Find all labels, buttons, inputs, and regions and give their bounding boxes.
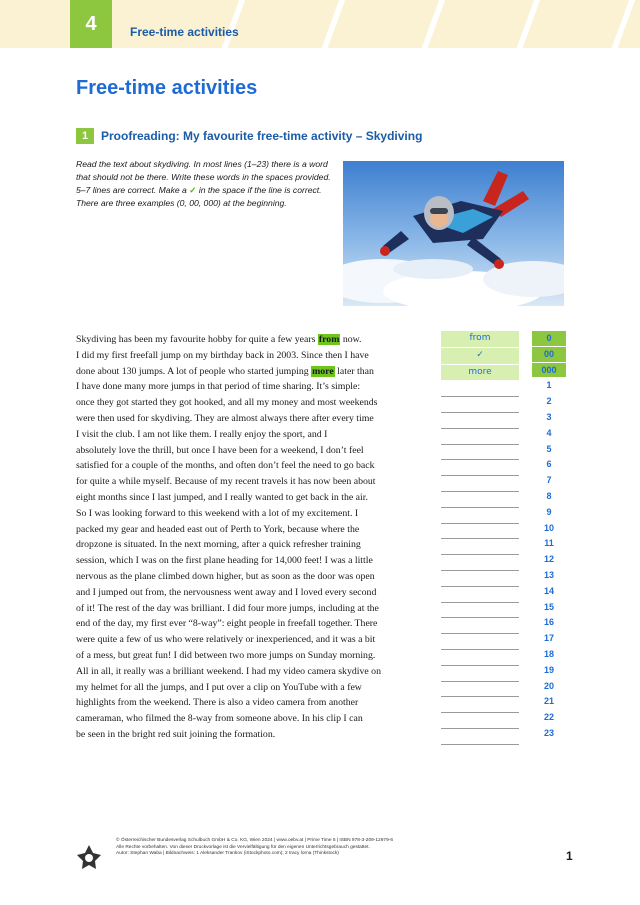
answer-blank[interactable] [441, 587, 519, 603]
text-line-segment: my helmet for all the jumps, and I put over a clip on YouTube with a few [76, 681, 362, 693]
text-line-segment: I have done many more jumps in that period of time sharing. It’s simple: [76, 381, 361, 393]
line-number: 13 [543, 569, 554, 580]
line-number-column [532, 331, 566, 742]
instructions-text-end: in the space if the line is correct. There are three examples (0, 00, 000) at the beginning. [76, 185, 322, 208]
text-line [76, 695, 436, 711]
highlighted-word: more [312, 365, 334, 377]
line-number: 6 [546, 459, 552, 470]
text-line [76, 601, 436, 617]
text-line [76, 711, 436, 727]
text-line [76, 522, 436, 538]
answer-blank[interactable] [441, 508, 519, 524]
text-line-segment: I visit the club. I am not like them. I really enjoy the sport, and I [76, 428, 328, 440]
example-answer: more [441, 365, 519, 382]
exercise-title: Proofreading: My favourite free-time activity – Skydiving [101, 129, 423, 143]
line-number: 11 [544, 538, 554, 549]
checkmark-icon: ✓ [189, 185, 197, 195]
oebv-logo-icon [76, 844, 102, 870]
line-number: 18 [543, 648, 554, 659]
text-line-segment: for quite a while myself. Because of my recent travels it has now been about [76, 476, 376, 488]
text-line [76, 648, 436, 664]
answer-column [441, 331, 519, 745]
text-line-segment: dropzone is situated. In the next morning, after a quick refresher training [76, 539, 361, 551]
instructions-text-start: Read the text about skydiving. In most lines (1–23) there is a word that should not be there. Write these words in the spaces provided. 5–7 lines are correct. Make a [76, 159, 331, 195]
answer-blank[interactable] [441, 603, 519, 619]
line-number: 12 [543, 554, 554, 565]
line-number: 0 [532, 331, 566, 347]
answer-blank[interactable] [441, 445, 519, 461]
text-line-segment: satisfied for a couple of the months, and often don’t feel the need to go back [76, 460, 375, 472]
text-line [76, 427, 436, 443]
unit-title: Free-time activities [130, 25, 239, 39]
text-line-segment: and I jumped out from, the nervousness went away and I loved every second [76, 586, 377, 598]
text-line [76, 364, 436, 380]
exercise-instructions [76, 158, 338, 210]
text-line [76, 553, 436, 569]
text-line-segment: of it! The rest of the day was brilliant. I did four more jumps, including at the [76, 602, 379, 614]
example-answer: ✓ [441, 348, 519, 365]
line-number: 8 [546, 490, 552, 501]
footer-credits [116, 838, 536, 858]
line-number: 20 [543, 680, 554, 691]
answer-blank[interactable] [441, 524, 519, 540]
answer-blank[interactable] [441, 650, 519, 666]
unit-number-badge: 4 [70, 0, 112, 48]
text-line [76, 664, 436, 680]
text-line [76, 490, 436, 506]
answer-blank[interactable] [441, 729, 519, 745]
answer-blank[interactable] [441, 713, 519, 729]
answer-blank[interactable] [441, 381, 519, 397]
answer-blank[interactable] [441, 492, 519, 508]
text-line [76, 411, 436, 427]
line-number: 21 [543, 696, 554, 707]
reading-text [76, 332, 436, 743]
line-number: 7 [546, 475, 552, 486]
text-line-segment: nervous as the plane climbed down higher, but as soon as the door was open [76, 570, 375, 582]
text-line [76, 537, 436, 553]
line-number: 22 [543, 712, 554, 723]
text-line-segment: done about 130 jumps. A lot of people who started jumping [76, 365, 312, 377]
line-number: 3 [546, 411, 552, 422]
text-line-segment: end of the day, my first ever “8-way”: eight people in freefall together. There [76, 618, 378, 630]
text-line [76, 632, 436, 648]
text-line-segment: of a mess, but great fun! I did between two more jumps on Sunday morning. [76, 649, 376, 661]
text-line-segment: absolutely love the thrill, but once I have been for a weekend, I don’t feel [76, 444, 364, 456]
text-line [76, 569, 436, 585]
answer-blank[interactable] [441, 697, 519, 713]
text-line [76, 332, 436, 348]
text-line-segment: now. [340, 334, 362, 345]
answer-blank[interactable] [441, 460, 519, 476]
page-number: 1 [566, 849, 573, 863]
line-number: 23 [543, 727, 554, 738]
line-number: 5 [546, 443, 552, 454]
answer-blank[interactable] [441, 539, 519, 555]
line-number: 1 [546, 380, 552, 391]
text-line-segment: So I was looking forward to this weekend with a lot of my excitement. I [76, 507, 359, 519]
text-line [76, 379, 436, 395]
footer-author: Autor: Stephan Waba | Bildnachweis: 1 Aleksander Trankov (iStockphoto.com); 2 tracy lorna (Thinkstock) [116, 851, 339, 857]
text-line-segment: packed my gear and headed east out of Perth to York, because where the [76, 523, 360, 535]
line-number: 16 [543, 617, 554, 628]
line-number: 2 [546, 396, 552, 407]
text-line-segment: once they got started they got hooked, and all my money and most weekends [76, 397, 378, 409]
answer-blank[interactable] [441, 682, 519, 698]
line-number: 000 [532, 363, 566, 379]
answer-blank[interactable] [441, 666, 519, 682]
skydiver-photo [343, 161, 564, 306]
footer-rights: Alle Rechte vorbehalten. Von dieser Druckvorlage ist die Vervielfältigung für den eigenen Unterrichtsgebrauch gestattet. [116, 844, 370, 850]
line-number: 00 [532, 347, 566, 363]
line-number: 17 [543, 633, 554, 644]
answer-blank[interactable] [441, 429, 519, 445]
text-line-segment: All in all, it really was a brilliant weekend. I had my video camera skydive on [76, 665, 381, 677]
answer-blank[interactable] [441, 618, 519, 634]
highlighted-word: from [318, 334, 340, 345]
text-line-segment: eight months since I last jumped, and I really wanted to get back in the air. [76, 491, 368, 503]
text-line [76, 680, 436, 696]
text-line [76, 443, 436, 459]
line-number: 10 [543, 522, 554, 533]
text-line [76, 585, 436, 601]
text-line-segment: were quite a few of us who were relatively or inexperienced, and it was a bit [76, 634, 376, 646]
text-line [76, 458, 436, 474]
text-line-segment: highlights from the weekend. There is also a video camera from another [76, 697, 359, 709]
text-line [76, 616, 436, 632]
line-number: 15 [543, 601, 554, 612]
text-line [76, 727, 436, 743]
text-line-segment: later than [334, 365, 374, 377]
text-line-segment: Skydiving has been my favourite hobby for quite a few years [76, 334, 318, 345]
exercise-number-badge: 1 [76, 128, 94, 144]
answer-blank[interactable] [441, 413, 519, 429]
line-number: 4 [546, 427, 552, 438]
answer-blank[interactable] [441, 397, 519, 413]
text-line-segment: cameraman, who filmed the 8-way from someone above. In his clip I can [76, 713, 363, 725]
answer-blank[interactable] [441, 555, 519, 571]
text-line [76, 395, 436, 411]
page-title: Free-time activities [76, 77, 258, 99]
text-line [76, 348, 436, 364]
text-line-segment: be seen in the bright red suit joining the formation. [76, 728, 276, 740]
text-line-segment: session, which I was on the first plane heading for 14,000 feet! I was a little [76, 555, 373, 567]
line-number: 19 [543, 664, 554, 675]
answer-blank[interactable] [441, 634, 519, 650]
text-line-segment: I did my first freefall jump on my birthday back in 2003. Since then I have [76, 349, 369, 361]
line-number: 14 [543, 585, 554, 596]
text-line-segment: were then used for skydiving. They are almost always there after every time [76, 412, 374, 424]
footer-copyright: © Österreichischer Bundesverlag Schulbuch GmbH & Co. KG, Wien 2024 | www.oebv.at | Prime Time 5 | ISBN 978-3-209-12979-6 [116, 838, 393, 843]
example-answer: from [441, 331, 519, 348]
text-line [76, 474, 436, 490]
text-line [76, 506, 436, 522]
line-number: 9 [546, 506, 552, 517]
answer-blank[interactable] [441, 476, 519, 492]
answer-blank[interactable] [441, 571, 519, 587]
